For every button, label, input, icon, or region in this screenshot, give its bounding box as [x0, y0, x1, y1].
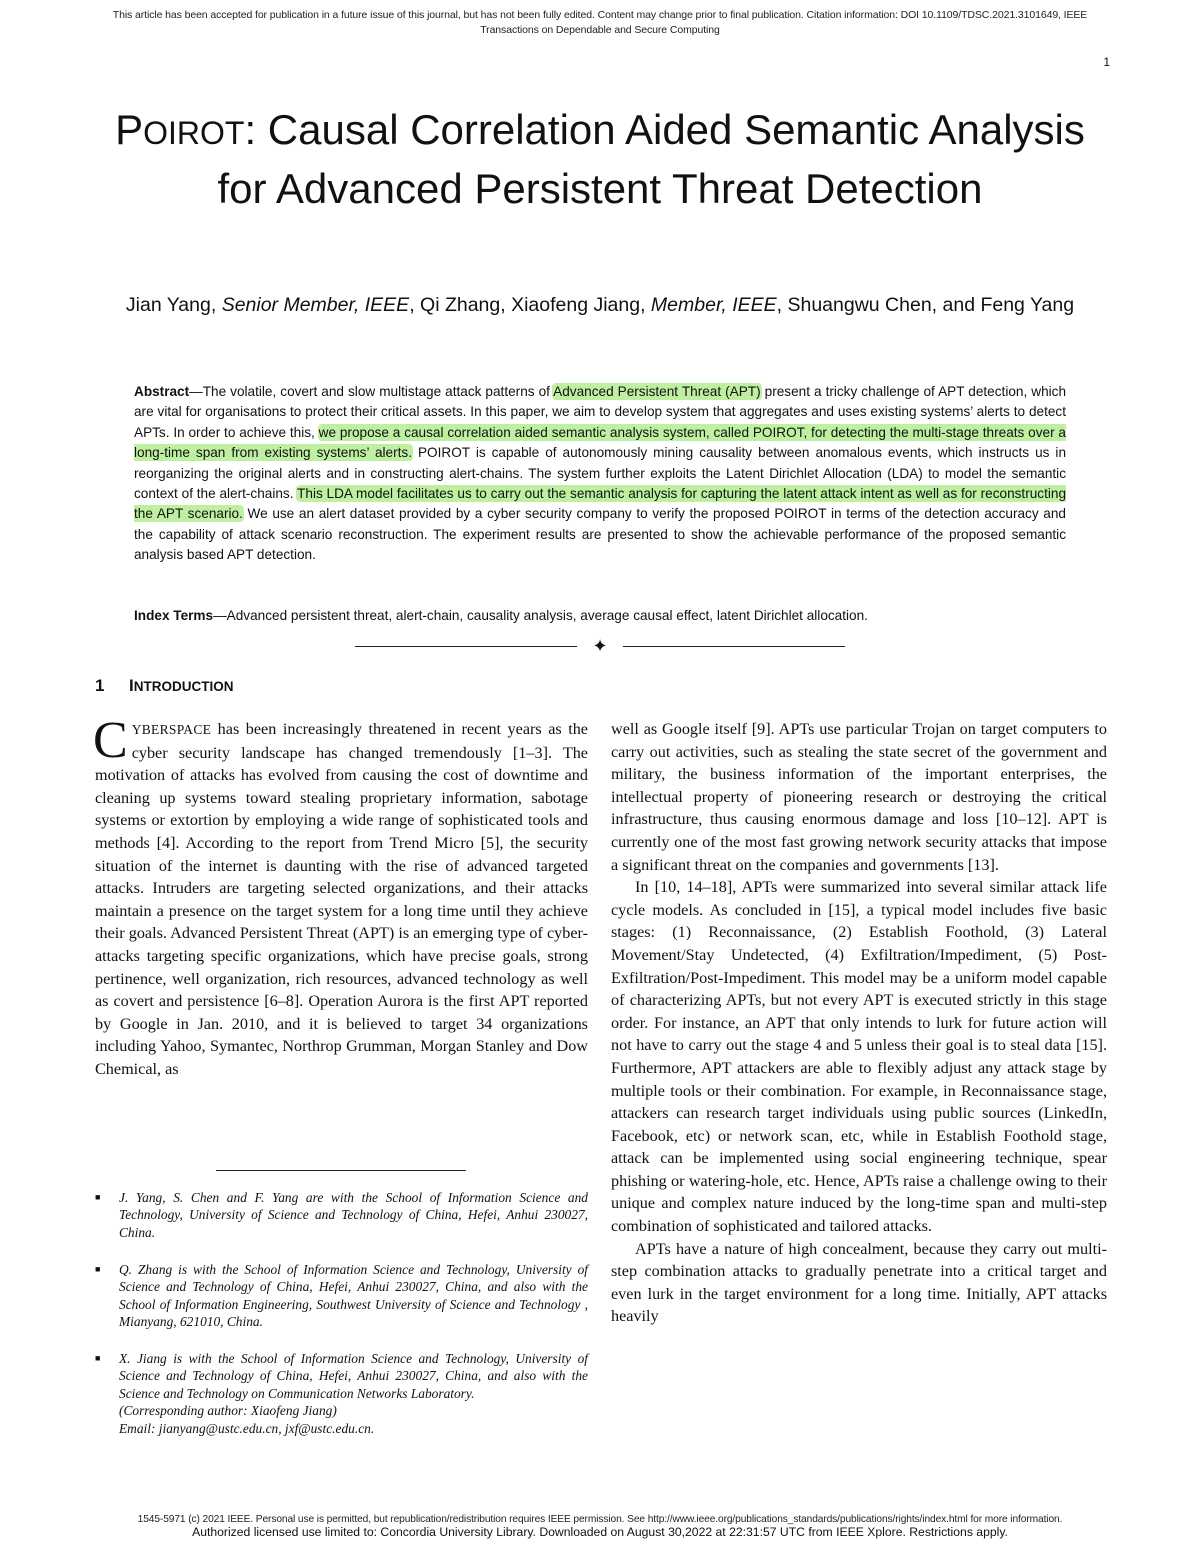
license-notice: Authorized licensed use limited to: Concordia University Library. Downloaded on August 30,2022 at 22:31:57 UTC from IEEE Xplore. Restrictions apply. [192, 1525, 1008, 1539]
footnote-corresponding-author: (Corresponding author: Xiaofeng Jiang) [119, 1403, 337, 1419]
abstract-text-4: We use an alert dataset provided by a cyber security company to verify the proposed POIROT in terms of the detection accuracy and the capability of attack scenario reconstruction. The experiment results are presented to show the achievable performance of the proposed semantic analysis based APT detection. [134, 506, 1066, 563]
footnote-bullet-icon: ■ [95, 1192, 101, 1202]
abstract-text-1: —The volatile, covert and slow multistage attack patterns of [189, 384, 554, 399]
title-poirot-smallcaps: OIROT [143, 115, 245, 151]
footnote-affiliation-1 [95, 1189, 588, 1241]
separator-rule-right [623, 646, 845, 647]
author-2-role: Member, IEEE [650, 294, 777, 316]
footnote-text [119, 1350, 588, 1437]
author-1: Jian Yang, [125, 294, 222, 316]
abstract [134, 382, 1066, 566]
footnote-text: J. Yang, S. Chen and F. Yang are with the School of Information Science and Technology, University of Science and Technology of China, Hefei, Anhui 230027, China. [119, 1190, 588, 1240]
abstract-highlight-1[interactable]: Advanced Persistent Threat (APT) [553, 384, 761, 399]
author-3: , Shuangwu Chen, and Feng Yang [776, 294, 1075, 316]
intro-lead-word: YBERSPACE [131, 722, 212, 737]
abstract-text-3: POIROT is capable of autonomously mining causality between anomalous events, which instructs us in reorganizing the original alerts and in constructing alert-chains. The system further exploits the Latent Dirichlet Allocation (LDA) to model the semantic context of the alert-chains. [134, 445, 1067, 502]
footnote-affiliation-2 [95, 1261, 588, 1331]
journal-notice-line1: This article has been accepted for publication in a future issue of this journal, but has not been fully edited. Content may change prior to final publication. Citation information: DOI 10.1109/TDSC.2021.3101649, IEEE [112, 9, 1088, 21]
section-heading-introduction [95, 676, 233, 696]
footnote-email[interactable]: Email: jianyang@ustc.edu.cn, jxf@ustc.edu.cn. [119, 1420, 375, 1436]
title-text: : Causal Correlation Aided Semantic Analysis for Advanced Persistent Threat Detection [217, 106, 1085, 212]
copyright-notice: 1545-5971 (c) 2021 IEEE. Personal use is permitted, but republication/redistribution requires IEEE permission. See http://www.ieee.org/publications_standards/publications/rights/index.html for more information. [137, 1514, 1063, 1525]
drop-cap: C [93, 712, 128, 769]
paper-title [90, 102, 1110, 216]
intro-paragraph-3: APTs have a nature of high concealment, because they carry out multi-step combination attacks to gradually penetrate into a critical target and even lurk in the target environment for a long time. Initially, APT attacks heavily [611, 1239, 1107, 1326]
title-poirot-initial: P [115, 106, 144, 153]
section-title-initial: I [129, 676, 134, 695]
abstract-highlight-2[interactable]: we propose a causal correlation aided semantic analysis system, called POIROT, for detecting the multi-stage threats over a long-time span from existing systems’ alerts. [134, 424, 1066, 461]
intro-paragraph-1 [93, 712, 588, 1081]
intro-text-1: has been increasingly threatened in recent years as the cyber security landscape has changed tremendously [1–3]. The motivation of attacks has evolved from causing the cost of downtime and cleaning up systems toward stealing proprietary information, sabotage systems or extortion by employing a wide range of sophisticated tools and methods [4]. According to the report from Trend Micro [5], the security situation of the internet is daunting with the rise of advanced targeted attacks. Intruders are targeting selected organizations, and their attacks maintain a presence on the target system for a long time until they achieve their goals. Advanced Persistent Threat (APT) is an emerging type of cyber-attacks targeting specific organizations, which have precise goals, strong pertinence, well organization, rich resources, advanced technology as well as covert and persistence [6–8]. Operation Aurora is the first APT reported by Google in Jan. 2010, and it is believed to target 34 organizations including Yahoo, Symantec, Northrop Grumman, Morgan Stanley and Dow Chemical, as [95, 720, 588, 1078]
footnote-affiliation-3 [95, 1350, 588, 1437]
author-list [100, 292, 1100, 319]
abstract-text-2: present a tricky challenge of APT detection, which are vital for organisations to protect their critical assets. In this paper, we aim to develop system that aggregates and uses existing systems’ alerts to detect APTs. In order to achieve this, [134, 384, 1066, 440]
footnote-rule [216, 1170, 466, 1171]
separator-rule-left [355, 646, 577, 647]
index-terms [134, 606, 1066, 626]
section-number: 1 [95, 676, 105, 695]
body-column-right [611, 718, 1107, 1328]
footnote-bullet-icon: ■ [95, 1353, 101, 1363]
separator-diamond-icon: ✦ [592, 636, 608, 656]
footnote-text: Q. Zhang is with the School of Information Science and Technology, University of Science and Technology of China, Hefei, Anhui 230027, China, and also with the School of Information Engineering, Southwest University of Science and Technology , Mianyang, 621010, China. [119, 1262, 588, 1330]
abstract-label: Abstract [134, 384, 190, 399]
footnote-bullet-icon: ■ [95, 1264, 101, 1274]
intro-paragraph-2: In [10, 14–18], APTs were summarized into several similar attack life cycle models. As concluded in [15], a typical model includes five basic stages: (1) Reconnaissance, (2) Establish Foothold, (3) Lateral Movement/Stay Undetected, (4) Exfiltration/Impediment, (5) Post-Exfiltration/Post-Impediment. This model may be a uniform model capable of characterizing APTs, but not every APT is executed strictly in this stage order. For instance, an APT that only intends to lurk for future action will not have to carry out the stage 4 and 5 unless their goal is to steal data [15]. Furthermore, APT attackers are able to flexibly adjust any attack stage by multiple tools or their combination. For example, in Reconnaissance stage, attackers can research target individuals using public sources (LinkedIn, Facebook, etc) or network scan, etc, while in Establish Foothold stage, attack can be implemented using social engineering technique, spear phishing or watering-hole, etc. Hence, APTs raise a challenge owing to their unique and complex nature induced by the long-time span and multi-step combination of sophisticated and tailored attacks. [611, 878, 1107, 1236]
journal-notice-line2: Transactions on Dependable and Secure Computing [480, 24, 720, 36]
author-1-role: Senior Member, IEEE [221, 294, 410, 316]
index-terms-text: —Advanced persistent threat, alert-chain, causality analysis, average causal effect, latent Dirichlet allocation. [213, 608, 868, 623]
section-title-rest: NTRODUCTION [133, 679, 234, 694]
abstract-highlight-3[interactable]: This LDA model facilitates us to carry out the semantic analysis for capturing the latent attack intent as well as for reconstructing the APT scenario. [134, 486, 1067, 522]
index-terms-label: Index Terms [134, 608, 214, 623]
body-column-left [93, 712, 588, 1081]
intro-paragraph-1-cont: well as Google itself [9]. APTs use particular Trojan on target computers to carry out activities, such as stealing the state secret of the government and military, the business information of the important enterprises, the intellectual property of pioneering research or destroying the critical infrastructure, thus causing enormous damage and loss [10–12]. APT is currently one of the most fast growing network security attacks that impose a significant threat on the companies and governments [13]. [611, 720, 1107, 874]
page-number: 1 [1103, 55, 1110, 69]
author-2: , Qi Zhang, Xiaofeng Jiang, [409, 294, 651, 316]
journal-notice-banner [20, 8, 1180, 38]
footnote-affiliation-text: X. Jiang is with the School of Information Science and Technology, University of Science and Technology of China, Hefei, Anhui 230027, China, and also with the Science and Technology on Communication Networks Laboratory. [119, 1351, 588, 1401]
